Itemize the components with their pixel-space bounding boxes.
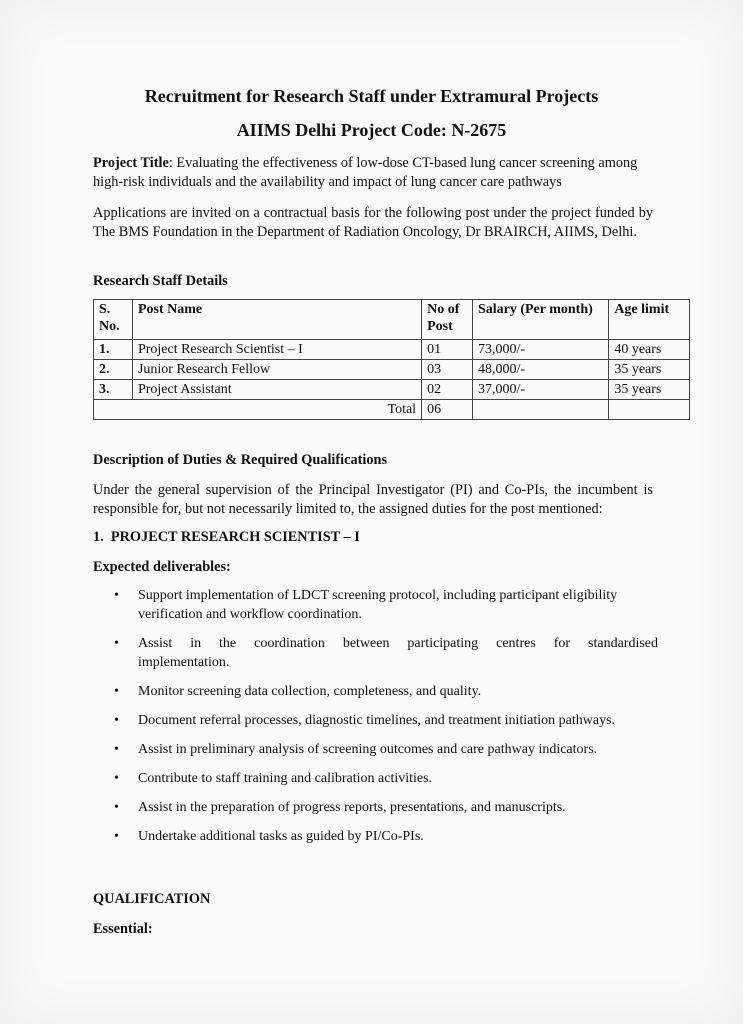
post-heading: 1. PROJECT RESEARCH SCIENTIST – I bbox=[93, 529, 360, 545]
project-title-paragraph bbox=[93, 154, 653, 192]
total-value: 06 bbox=[422, 400, 473, 420]
duties-heading: Description of Duties & Required Qualifications bbox=[93, 452, 388, 468]
bullet-icon: • bbox=[114, 588, 119, 603]
column-header: Salary (Per month) bbox=[472, 300, 608, 340]
list-item-text: Document referral processes, diagnostic timelines, and treatment initiation pathways. bbox=[138, 713, 616, 728]
bullet-icon: • bbox=[114, 800, 119, 815]
list-item-text: Assist in preliminary analysis of screening outcomes and care pathway indicators. bbox=[138, 742, 598, 757]
list-item bbox=[93, 682, 658, 701]
table-cell-num: 01 bbox=[422, 340, 473, 360]
duties-paragraph: Under the general supervision of the Principal Investigator (PI) and Co-PIs, the incumbent is responsible for, but not necessarily limited to, the assigned duties for the post mentioned: bbox=[93, 482, 653, 517]
project-code-title: AIIMS Delhi Project Code: N-2675 bbox=[236, 120, 507, 140]
staff-table bbox=[93, 299, 690, 420]
bullet-icon: • bbox=[114, 713, 119, 728]
intro-paragraph: Applications are invited on a contractual basis for the following post under the project funded by The BMS Foundation in the Department of Radiation Oncology, Dr BRAIRCH, AIIMS, Delhi. bbox=[93, 205, 653, 240]
essential-heading: Essential: bbox=[93, 921, 153, 937]
table-row bbox=[94, 340, 690, 360]
project-title-text: : Evaluating the effectiveness of low-dose CT-based lung cancer screening among high-risk individuals and the availability and impact of lung cancer care pathways bbox=[93, 155, 638, 190]
column-header: S. No. bbox=[94, 300, 133, 340]
bullet-icon: • bbox=[114, 829, 119, 844]
project-title-label: Project Title bbox=[93, 155, 169, 171]
deliverables-heading: Expected deliverables: bbox=[93, 559, 231, 575]
table-cell-post: Project Assistant bbox=[132, 380, 421, 400]
table-total-row bbox=[94, 400, 690, 420]
table-cell-salary: 37,000/- bbox=[472, 380, 608, 400]
list-item-text: Assist in the preparation of progress reports, presentations, and manuscripts. bbox=[138, 800, 566, 815]
bullet-icon: • bbox=[114, 636, 119, 651]
table-header-row bbox=[94, 300, 690, 340]
table-cell-num: 02 bbox=[422, 380, 473, 400]
list-item-text: Support implementation of LDCT screening protocol, including participant eligibility verification and workflow coordination. bbox=[138, 588, 618, 622]
column-header: Post Name bbox=[132, 300, 421, 340]
list-item-text: Contribute to staff training and calibration activities. bbox=[138, 771, 433, 786]
staff-details-heading: Research Staff Details bbox=[93, 273, 228, 289]
list-item-text: Undertake additional tasks as guided by PI/Co-PIs. bbox=[138, 829, 424, 844]
table-cell-post: Junior Research Fellow bbox=[132, 360, 421, 380]
table-cell-post: Project Research Scientist – I bbox=[132, 340, 421, 360]
list-item bbox=[93, 711, 658, 730]
list-item bbox=[93, 769, 658, 788]
column-header: Age limit bbox=[609, 300, 690, 340]
table-cell-num: 03 bbox=[422, 360, 473, 380]
list-item-text: Monitor screening data collection, completeness, and quality. bbox=[138, 684, 482, 699]
column-header: No of Post bbox=[422, 300, 473, 340]
table-cell-salary: 73,000/- bbox=[472, 340, 608, 360]
list-item bbox=[93, 634, 658, 672]
table-cell-age: 35 years bbox=[609, 380, 690, 400]
table-row bbox=[94, 380, 690, 400]
table-cell-sno: 3. bbox=[94, 380, 133, 400]
bullet-icon: • bbox=[114, 742, 119, 757]
list-item bbox=[93, 740, 658, 759]
deliverables-list bbox=[93, 586, 658, 856]
total-label: Total bbox=[94, 400, 422, 420]
table-row bbox=[94, 360, 690, 380]
table-cell-age: 35 years bbox=[609, 360, 690, 380]
table-cell-sno: 1. bbox=[94, 340, 133, 360]
table-cell-empty bbox=[609, 400, 690, 420]
table-cell-sno: 2. bbox=[94, 360, 133, 380]
list-item bbox=[93, 798, 658, 817]
table-cell-empty bbox=[472, 400, 608, 420]
table-cell-salary: 48,000/- bbox=[472, 360, 608, 380]
bullet-icon: • bbox=[114, 684, 119, 699]
list-item bbox=[93, 827, 658, 846]
table-cell-age: 40 years bbox=[609, 340, 690, 360]
qualification-heading: QUALIFICATION bbox=[93, 891, 211, 907]
page-title: Recruitment for Research Staff under Extramural Projects bbox=[144, 86, 599, 106]
list-item bbox=[93, 586, 658, 624]
bullet-icon: • bbox=[114, 771, 119, 786]
list-item-text: Assist in the coordination between participating centres for standardised implementation. bbox=[138, 636, 658, 670]
